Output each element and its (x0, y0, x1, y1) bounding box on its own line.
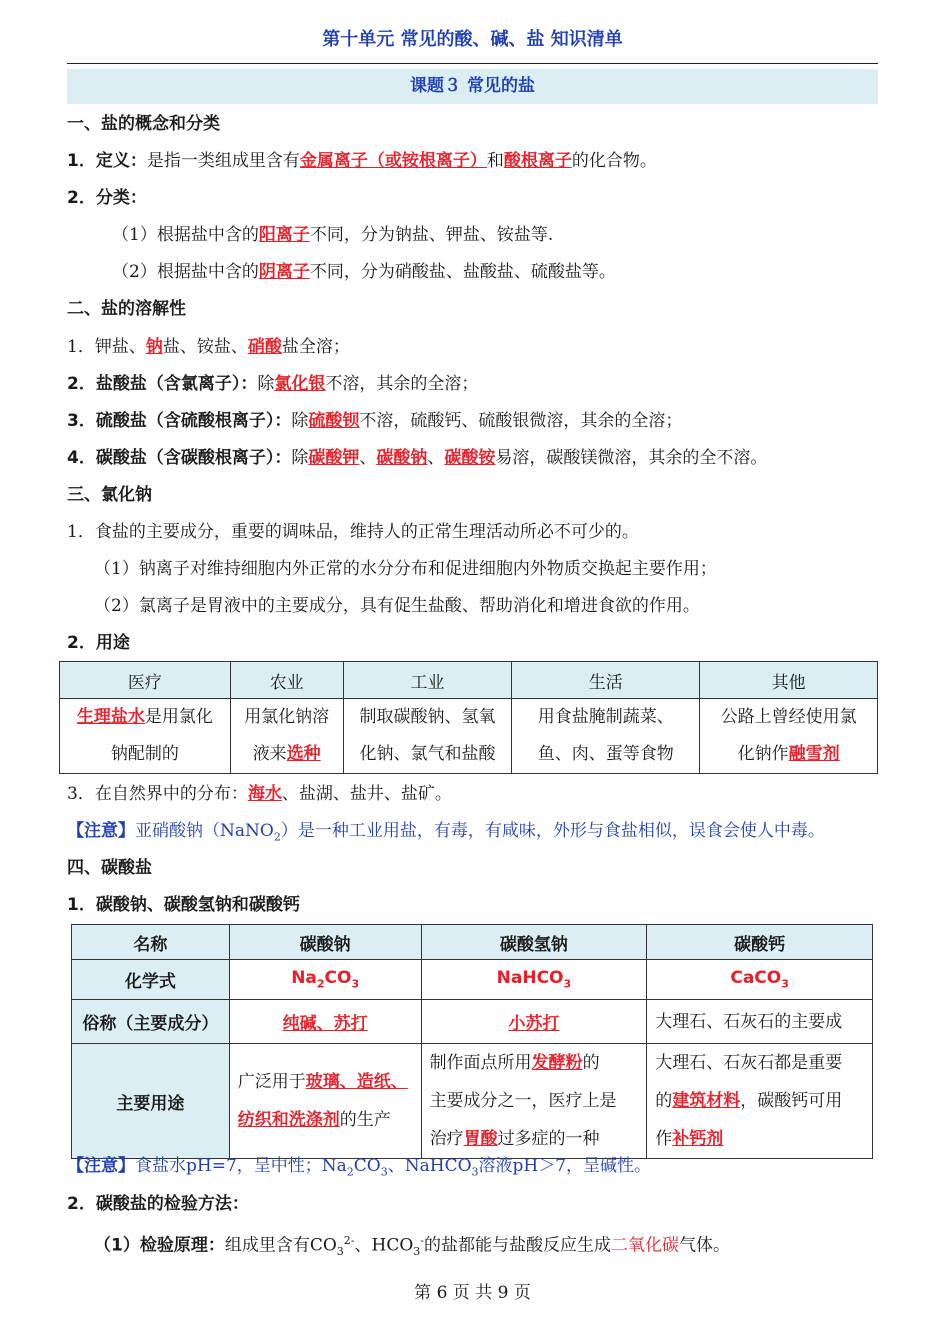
text: 、 (427, 448, 445, 468)
answer-blank: 胃酸 (463, 1129, 498, 1149)
answer-blank: 发酵粉 (531, 1053, 583, 1073)
lesson-title: 课题３ 常见的盐 (67, 69, 878, 104)
table-row (60, 699, 878, 774)
table-row (72, 1000, 873, 1044)
table-cell (647, 1044, 873, 1159)
page-footer: 第 6 页 共 9 页 (414, 1283, 531, 1303)
section-heading-1: 一、盐的概念和分类 (67, 114, 220, 134)
table-cell (421, 1000, 647, 1044)
table-cell (421, 1044, 647, 1159)
table-cell (343, 699, 512, 774)
table-cell: 大理石、石灰石的主要成 (647, 1000, 873, 1044)
classification-label: 2．分类： (67, 188, 147, 208)
superscript: - (420, 1234, 425, 1247)
classification-item-1 (112, 222, 553, 248)
text: 亚硝酸钠（NaNO (135, 821, 274, 841)
answer-blank: 阳离子 (258, 225, 310, 245)
row-header: 化学式 (72, 960, 230, 1000)
note-nitrite (67, 818, 825, 844)
note-label: 【注意】 (67, 821, 135, 841)
classification-item-2 (112, 259, 616, 285)
label: （1）检验原理： (94, 1235, 225, 1256)
text: 用食盐腌制蔬菜、 (537, 707, 674, 727)
note-ph (67, 1153, 651, 1179)
page-header: 第十单元 常见的酸、碱、盐 知识清单 (67, 26, 878, 64)
text: 过多症的一种 (497, 1129, 600, 1149)
table-header: 医疗 (60, 662, 231, 699)
table-header: 其他 (700, 662, 878, 699)
salt-line-1: 1．食盐的主要成分，重要的调味品，维持人的正常生理活动所必不可少的。 (67, 522, 639, 542)
formula-cell (421, 960, 647, 1000)
answer-blank: 建筑材料 (672, 1091, 741, 1111)
solubility-line-4 (67, 445, 767, 471)
text: 盐全溶； (281, 337, 350, 357)
text: 、盐湖、盐井、盐矿。 (281, 784, 452, 804)
text: Na (291, 968, 317, 989)
text: CO (353, 1156, 381, 1176)
text: 、 (359, 448, 377, 468)
label: 2．盐酸盐（含氯离子）： (67, 374, 258, 394)
test-method-heading: 2．碳酸盐的检验方法： (67, 1194, 249, 1214)
salt-line-2: （1）钠离子对维持细胞内外正常的水分分布和促进细胞内外物质交换起主要作用； (94, 559, 717, 579)
text: 、NaHCO (387, 1156, 472, 1176)
text: 的 (582, 1053, 600, 1073)
text: 液来 (252, 744, 287, 764)
answer-blank: 硝酸 (247, 337, 282, 357)
text: 1．钾盐、 (67, 337, 146, 357)
table-cell (60, 699, 231, 774)
answer-blank: 酸根离子 (503, 151, 572, 171)
text: 主要成分之一，医疗上是 (429, 1091, 617, 1111)
answer-blank: 碳酸钾 (308, 448, 360, 468)
row-header: 主要用途 (72, 1044, 230, 1159)
table-header-row (60, 662, 878, 699)
answer-blank: 阴离子 (258, 262, 310, 282)
text: 溶液pH＞7，呈碱性。 (478, 1156, 652, 1176)
answer-blank: 钠 (145, 337, 163, 357)
subscript: 3 (471, 1165, 479, 1179)
table-row (72, 960, 873, 1000)
uses-label: 2．用途 (67, 633, 130, 653)
text: 和 (486, 151, 504, 171)
solubility-line-1 (67, 334, 350, 360)
highlight-text: 二氧化碳 (611, 1235, 680, 1256)
note-label: 【注意】 (67, 1156, 135, 1176)
text: 的生产 (339, 1110, 391, 1130)
subscript: 2 (273, 830, 281, 844)
text: CaCO (730, 968, 782, 989)
text: 化钠、氯气和盐酸 (359, 744, 496, 764)
text: 用氯化钠溶 (244, 707, 330, 727)
answer-blank: 氯化银 (274, 374, 326, 394)
label: 4．碳酸盐（含碳酸根离子）： (67, 448, 292, 468)
subscript: 3 (781, 977, 789, 991)
answer-blank: 碳酸铵 (444, 448, 496, 468)
text: CO (324, 968, 352, 989)
solubility-line-2 (67, 371, 478, 397)
section-heading-3: 三、氯化钠 (67, 485, 152, 505)
answer-blank: 生理盐水 (76, 707, 145, 727)
answer-blank: 金属离子（或铵根离子） (299, 151, 487, 171)
answer-blank: 纺织和洗涤剂 (237, 1110, 340, 1130)
salt-line-3: （2）氯离子是胃液中的主要成分，具有促生盐酸、帮助消化和增进食欲的作用。 (94, 596, 700, 616)
text: 、HCO (354, 1235, 414, 1256)
definition-label: 1．定义： (67, 151, 147, 171)
text: 除 (291, 448, 309, 468)
answer-blank: 海水 (247, 784, 282, 804)
section-heading-2: 二、盐的溶解性 (67, 299, 186, 319)
table-header: 名称 (72, 925, 230, 960)
subscript: 3 (380, 1165, 388, 1179)
table-header: 碳酸钠 (229, 925, 421, 960)
text: ，碳酸钙可用 (740, 1091, 843, 1111)
subscript: 2 (316, 977, 325, 991)
table-header: 碳酸氢钠 (421, 925, 647, 960)
subscript: 3 (336, 1245, 344, 1259)
table-header-row (72, 925, 873, 960)
text: 的化合物。 (571, 151, 657, 171)
formula-cell (229, 960, 421, 1000)
text: 作 (655, 1129, 673, 1149)
answer-blank: 补钙剂 (672, 1129, 724, 1149)
text: ）是一种工业用盐，有毒，有咸味，外形与食盐相似，误食会使人中毒。 (280, 821, 825, 841)
table-header: 生活 (512, 662, 700, 699)
text: 不同，分为钠盐、钾盐、铵盐等. (309, 225, 554, 245)
table-header: 碳酸钙 (647, 925, 873, 960)
text: 不溶，硫酸钙、硫酸银微溶，其余的全溶； (359, 411, 683, 431)
test-principle-line (94, 1228, 731, 1259)
text: 的 (655, 1091, 673, 1111)
text: 除 (257, 374, 275, 394)
subscript: 3 (563, 977, 572, 991)
text: 易溶，碳酸镁微溶，其余的全不溶。 (495, 448, 768, 468)
answer-blank: 选种 (286, 744, 321, 764)
subscript: 3 (351, 977, 360, 991)
text: 不同，分为硝酸盐、盐酸盐、硫酸盐等。 (309, 262, 616, 282)
table-header: 工业 (343, 662, 512, 699)
text: 气体。 (679, 1235, 731, 1256)
text: 不溶，其余的全溶； (325, 374, 479, 394)
carbonates-subheading: 1．碳酸钠、碳酸氢钠和碳酸钙 (67, 895, 300, 915)
definition-line (67, 148, 657, 174)
section-heading-4: 四、碳酸盐 (67, 858, 152, 878)
text: 3．在自然界中的分布： (67, 784, 248, 804)
table-cell (230, 699, 343, 774)
answer-blank: 小苏打 (508, 1014, 560, 1034)
table-header: 农业 (230, 662, 343, 699)
answer-blank: 纯碱、苏打 (282, 1014, 368, 1034)
text: NaHCO (496, 968, 564, 989)
carbonates-table (71, 924, 873, 1159)
table-cell (229, 1044, 421, 1159)
text: 公路上曾经使用氯 (720, 707, 857, 727)
superscript: 2- (343, 1234, 355, 1247)
text: 鱼、肉、蛋等食物 (537, 744, 674, 764)
text: 广泛用于 (237, 1072, 306, 1092)
text: 的盐都能与盐酸反应生成 (424, 1235, 612, 1256)
answer-blank: 玻璃、造纸、 (305, 1072, 408, 1092)
table-row (72, 1044, 873, 1159)
text: 除 (291, 411, 309, 431)
solubility-line-3 (67, 408, 682, 434)
subscript: 3 (413, 1245, 421, 1259)
row-header: 俗称（主要成分） (72, 1000, 230, 1044)
text: 食盐水pH=7，呈中性；Na (135, 1156, 347, 1176)
text: 是指一类组成里含有 (146, 151, 300, 171)
subscript: 2 (346, 1165, 354, 1179)
text: 制取碳酸钠、氢氧 (359, 707, 496, 727)
text: 大理石、石灰石都是重要 (655, 1053, 843, 1073)
text: （1）根据盐中含的 (112, 225, 259, 245)
table-cell (512, 699, 700, 774)
text: 盐、铵盐、 (162, 337, 248, 357)
label: 3．硫酸盐（含硫酸根离子）： (67, 411, 292, 431)
text: 制作面点所用 (429, 1053, 532, 1073)
distribution-line (67, 781, 452, 807)
text: 是用氯化 (144, 707, 213, 727)
text: 治疗 (429, 1129, 464, 1149)
text: 钠配制的 (110, 744, 179, 764)
text: （2）根据盐中含的 (112, 262, 259, 282)
text: 化钠作 (737, 744, 789, 764)
text: 组成里含有CO (224, 1235, 337, 1256)
uses-table (59, 661, 878, 774)
table-cell (229, 1000, 421, 1044)
formula-cell (647, 960, 873, 1000)
answer-blank: 碳酸钠 (376, 448, 428, 468)
table-cell (700, 699, 878, 774)
answer-blank: 硫酸钡 (308, 411, 360, 431)
answer-blank: 融雪剂 (788, 744, 840, 764)
